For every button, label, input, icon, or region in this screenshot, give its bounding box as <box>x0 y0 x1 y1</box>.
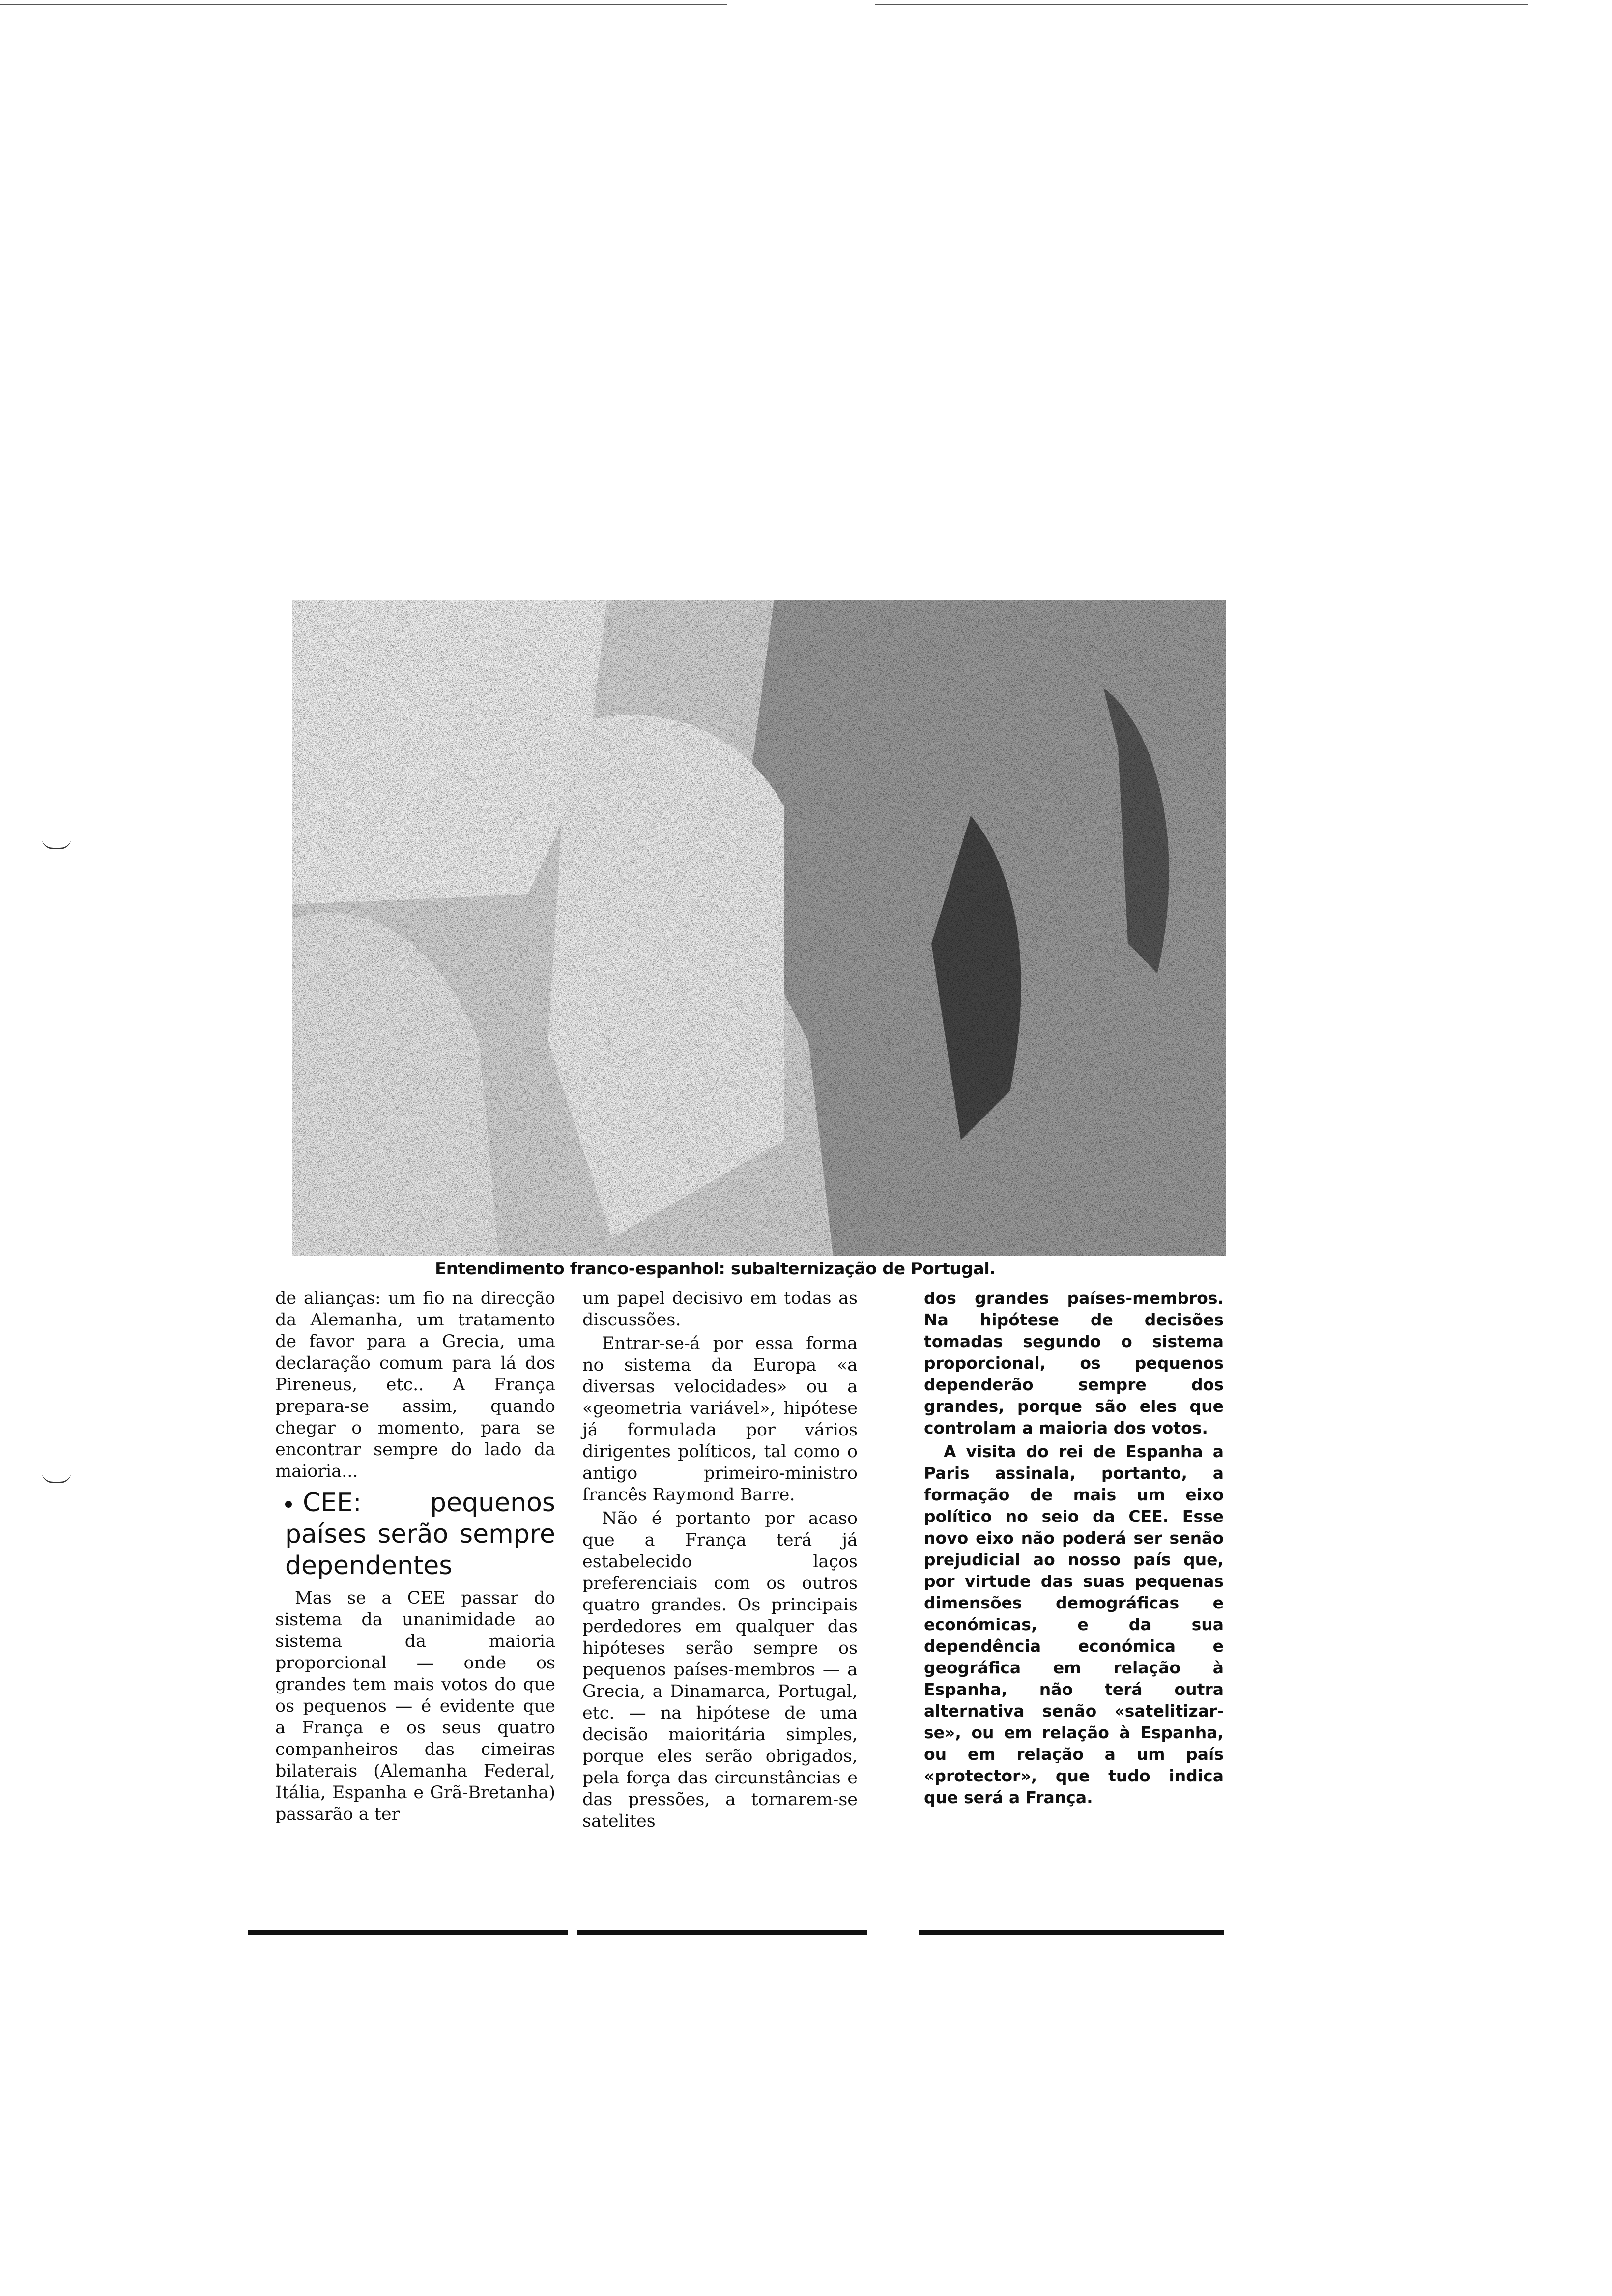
punch-hole-mark <box>42 838 71 849</box>
bottom-rule <box>577 1930 867 1935</box>
bottom-rule <box>248 1930 568 1935</box>
paragraph: de alianças: um fio na direcção da Alemanha, um tratamento de favor para a Grecia, uma declaração comum para lá dos Pireneus, etc.. A França prepara-se assim, quando chegar o momento, para se encontrar sempre do lado da maioria... <box>275 1289 555 1481</box>
article-column-2 <box>582 1288 858 1834</box>
article-column-1 <box>275 1288 555 1827</box>
subheading-text: CEE: pequenos países serão sempre dependentes <box>285 1488 555 1580</box>
subheading <box>285 1487 555 1581</box>
paragraph: Não é portanto por acaso que a França terá já estabelecido laços preferenciais com os outros quatro grandes. Os principais perdedores em qualquer das hipóteses serão sempre os pequenos países-membros — a Grecia, a Dinamarca, Portugal, etc. — na hipótese de uma decisão maioritária simples, porque eles serão obrigados, pela força das circunstâncias e das pressões, a tornarem-se satelites <box>582 1509 858 1831</box>
photo-caption: Entendimento franco-espanhol: subalternização de Portugal. <box>435 1259 996 1279</box>
paragraph: dos grandes países-membros. Na hipótese de decisões tomadas segundo o sistema proporcional, os pequenos dependerão sempre dos grandes, porque são eles que controlam a maioria dos votos. <box>924 1289 1224 1437</box>
scan-edge-line <box>875 4 1528 5</box>
news-photo <box>292 600 1226 1256</box>
punch-hole-mark <box>42 1472 71 1483</box>
paragraph: Entrar-se-á por essa forma no sistema da Europa «a diversas velocidades» ou a «geometria variável», hipótese já formulada por vários dirigentes políticos, tal como o antigo primeiro-ministro francês Raymond Barre. <box>582 1334 858 1505</box>
scan-edge-line <box>0 4 727 5</box>
paragraph: um papel decisivo em todas as discussões. <box>582 1289 858 1330</box>
article-column-3 <box>924 1288 1224 1810</box>
bottom-rule <box>919 1930 1224 1935</box>
paragraph: Mas se a CEE passar do sistema da unanimidade ao sistema da maioria proporcional — onde os grandes tem mais votos do que os pequenos — é evidente que a França e os seus quatro companheiros das cimeiras bilaterais (Alemanha Federal, Itália, Espanha e Grã-Bretanha) passarão a ter <box>275 1588 555 1824</box>
bullet-icon <box>285 1501 292 1508</box>
paragraph: A visita do rei de Espanha a Paris assinala, portanto, a formação de mais um eixo político no seio da CEE. Esse novo eixo não poderá ser senão prejudicial ao nosso país que, por virtude das suas pequenas dimensões demográficas e económicas, e da sua dependência económica e geográfica em relação à Espanha, não terá outra alternativa senão «satelitizar-se», ou em relação à Espanha, ou em relação a um país «protector», que tudo indica que será a França. <box>924 1442 1224 1807</box>
